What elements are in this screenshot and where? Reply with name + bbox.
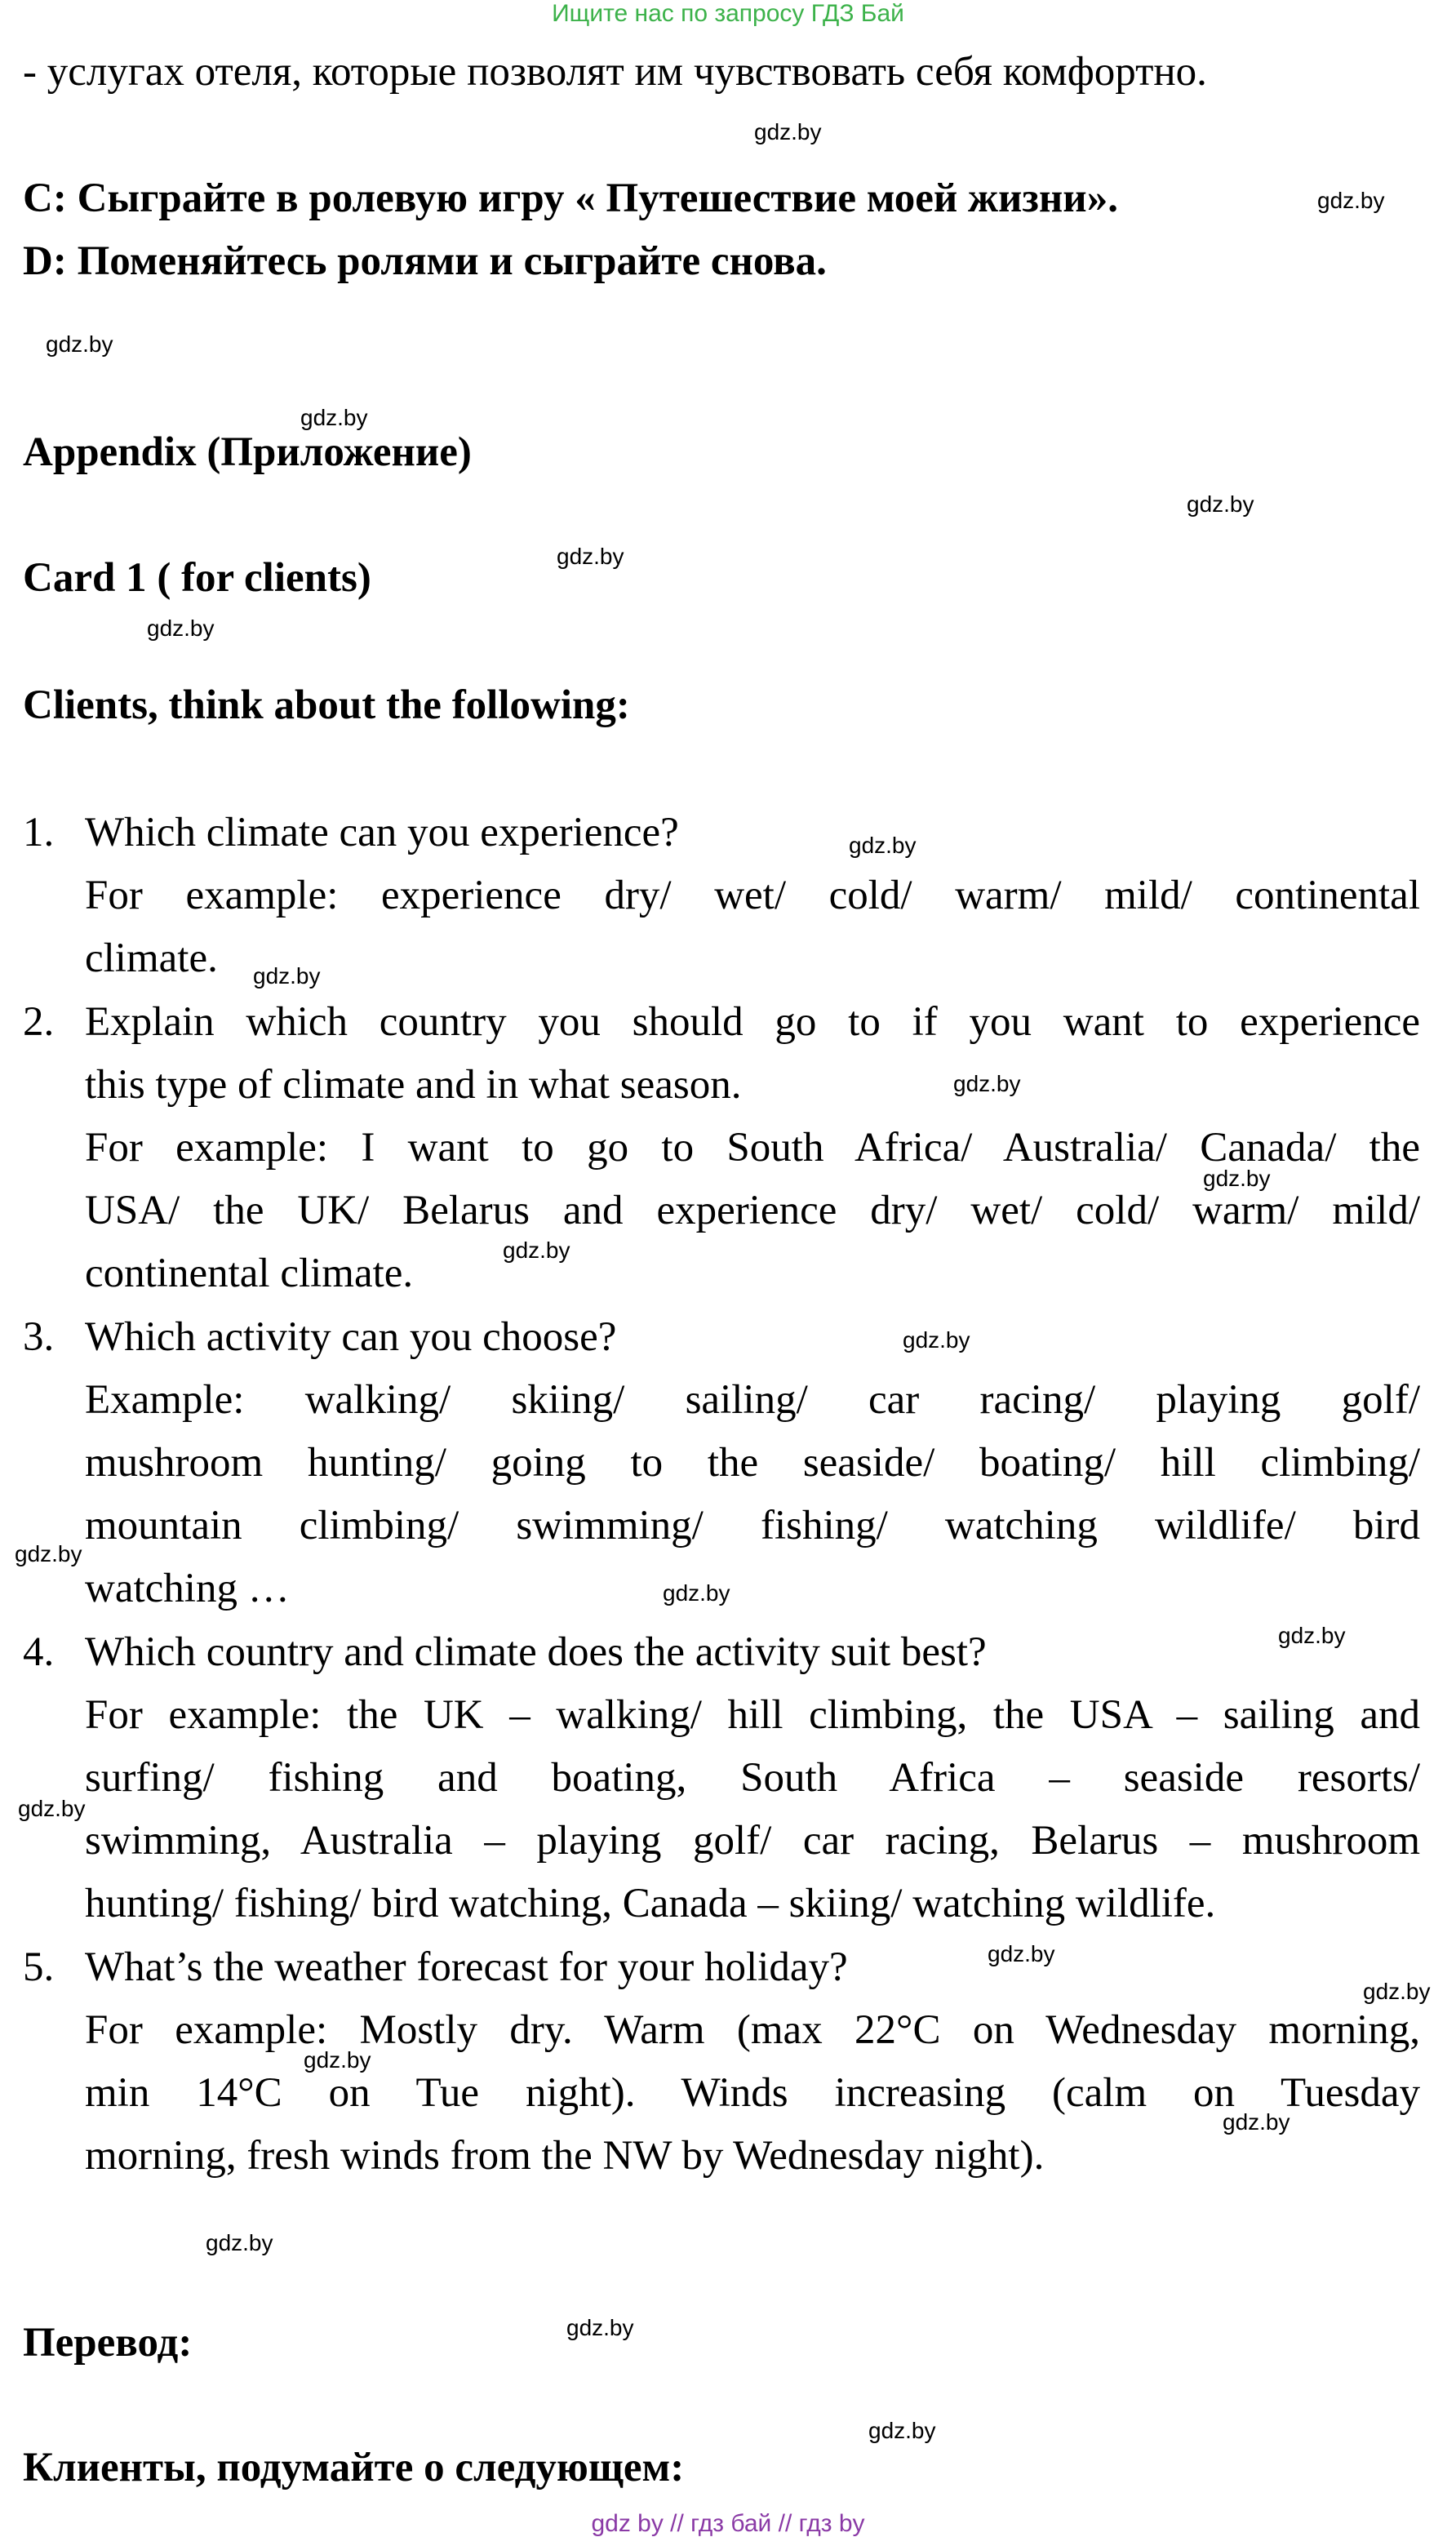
item-3-line-3: mushroom hunting/ going to the seaside/ boating/ hill climbing/	[85, 1440, 1420, 1486]
watermark: gdz.by	[557, 544, 624, 569]
watermark: gdz.by	[1187, 491, 1254, 517]
footer-links[interactable]: gdz by // гдз бай // гдз by	[591, 2510, 865, 2537]
watermark: gdz.by	[1278, 1623, 1346, 1648]
item-2-line-2: this type of climate and in what season.	[85, 1062, 742, 1108]
watermark: gdz.by	[46, 331, 113, 357]
item-3-line-1: Which activity can you choose?	[85, 1314, 617, 1360]
watermark: gdz.by	[206, 2230, 273, 2255]
item-1-line-3: climate.	[85, 935, 218, 981]
item-4-line-3: surfing/ fishing and boating, South Africa – seaside resorts/	[85, 1755, 1420, 1801]
item-4-number: 4.	[23, 1629, 55, 1675]
watermark: gdz.by	[1223, 2109, 1290, 2135]
watermark: gdz.by	[300, 405, 368, 430]
item-3-number: 3.	[23, 1314, 55, 1360]
clients-ru-heading: Клиенты, подумайте о следующем:	[23, 2445, 685, 2490]
watermark: gdz.by	[868, 2418, 936, 2443]
item-1-line-2: For example: experience dry/ wet/ cold/ warm/ mild/ continental	[85, 873, 1420, 918]
watermark: gdz.by	[988, 1941, 1055, 1966]
item-3-line-4: mountain climbing/ swimming/ fishing/ watching wildlife/ bird	[85, 1503, 1420, 1548]
item-3-line-5: watching …	[85, 1566, 290, 1611]
item-4-line-4: swimming, Australia – playing golf/ car racing, Belarus – mushroom	[85, 1818, 1420, 1864]
item-4-line-5: hunting/ fishing/ bird watching, Canada – skiing/ watching wildlife.	[85, 1881, 1216, 1926]
task-c: C: Сыграйте в ролевую игру « Путешествие моей жизни».	[23, 176, 1118, 221]
item-5-line-2: For example: Mostly dry. Warm (max 22°C on Wednesday morning,	[85, 2007, 1420, 2053]
watermark: gdz.by	[1363, 1979, 1431, 2004]
item-5-number: 5.	[23, 1944, 55, 1990]
watermark: gdz.by	[1203, 1166, 1271, 1191]
item-4-line-2: For example: the UK – walking/ hill climbing, the USA – sailing and	[85, 1692, 1420, 1738]
watermark: gdz.by	[754, 119, 822, 144]
card-heading: Card 1 ( for clients)	[23, 555, 371, 601]
item-5-line-1: What’s the weather forecast for your holiday?	[85, 1944, 848, 1990]
item-2-number: 2.	[23, 999, 55, 1045]
watermark: gdz.by	[253, 963, 321, 989]
appendix-heading: Appendix (Приложение)	[23, 429, 472, 475]
watermark: gdz.by	[1317, 188, 1385, 213]
item-3-line-2: Example: walking/ skiing/ sailing/ car racing/ playing golf/	[85, 1377, 1420, 1423]
watermark: gdz.by	[566, 2315, 634, 2340]
item-4-line-1: Which country and climate does the activity suit best?	[85, 1629, 987, 1675]
intro-line: - услугах отеля, которые позволят им чувствовать себя комфортно.	[23, 49, 1207, 95]
watermark: gdz.by	[953, 1071, 1021, 1096]
watermark: gdz.by	[503, 1237, 570, 1263]
translation-heading: Перевод:	[23, 2320, 193, 2366]
item-2-line-5: continental climate.	[85, 1251, 414, 1296]
watermark: gdz.by	[663, 1580, 730, 1606]
watermark: gdz.by	[15, 1541, 82, 1566]
top-banner[interactable]: Ищите нас по запросу ГДЗ Бай	[552, 0, 904, 27]
item-2-line-4: USA/ the UK/ Belarus and experience dry/ wet/ cold/ warm/ mild/	[85, 1188, 1420, 1233]
item-2-line-3: For example: I want to go to South Africa/ Australia/ Canada/ the	[85, 1125, 1420, 1171]
watermark: gdz.by	[304, 2047, 371, 2073]
clients-heading: Clients, think about the following:	[23, 682, 630, 728]
item-5-line-4: morning, fresh winds from the NW by Wednesday night).	[85, 2133, 1045, 2179]
item-1-number: 1.	[23, 810, 55, 855]
item-2-line-1: Explain which country you should go to if you want to experience	[85, 999, 1420, 1045]
watermark: gdz.by	[849, 833, 917, 858]
watermark: gdz.by	[903, 1327, 970, 1353]
task-d: D: Поменяйтесь ролями и сыграйте снова.	[23, 238, 827, 284]
item-1-line-1: Which climate can you experience?	[85, 810, 679, 855]
item-5-line-3: min 14°C on Tue night). Winds increasing (calm on Tuesday	[85, 2070, 1420, 2116]
watermark: gdz.by	[18, 1796, 86, 1821]
watermark: gdz.by	[147, 615, 215, 641]
